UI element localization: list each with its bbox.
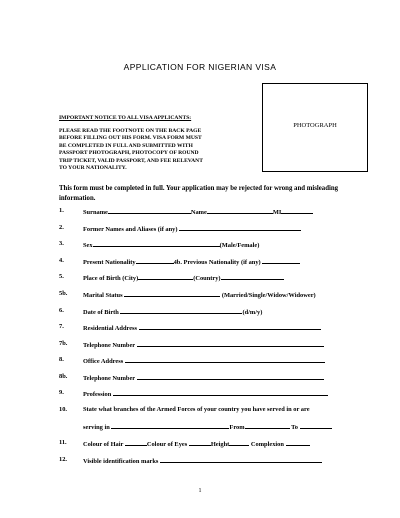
from-label: From [229, 424, 245, 431]
field-row-telephone-2 [0, 373, 400, 383]
office-address-label: Office Address [83, 358, 124, 365]
sex-label: Sex [83, 242, 93, 249]
photograph-box [262, 83, 368, 172]
identification-marks-field[interactable] [160, 456, 322, 463]
field-row-office-address [0, 356, 400, 366]
field-number: 1. [59, 207, 64, 214]
field-number: 9. [59, 389, 64, 396]
field-row-telephone-1 [0, 340, 400, 350]
previous-nationality-field[interactable] [262, 257, 300, 264]
profession-label: Profession [83, 391, 112, 398]
birth-country-field[interactable] [221, 273, 284, 280]
notice-line: PLEASE READ THE FOOTNOTE ON THE BACK PAGE [59, 128, 202, 134]
field-row-name [0, 207, 400, 217]
field-row-former-names [0, 224, 400, 234]
photograph-label: PHOTOGRAPH [293, 122, 337, 129]
name-label: Name [190, 209, 207, 216]
field-row-physical [0, 439, 400, 449]
office-address-field[interactable] [125, 356, 325, 363]
serving-in-label: serving in [83, 424, 110, 431]
field-row-serving [0, 422, 400, 432]
field-number: 11. [59, 439, 67, 446]
field-number: 10. [59, 406, 67, 413]
profession-field[interactable] [113, 389, 328, 396]
marital-status-hint: (Married/Single/Widow/Widower) [221, 292, 316, 299]
field-number: 7. [59, 323, 64, 330]
field-row-profession [0, 389, 400, 399]
field-number: 5. [59, 273, 64, 280]
field-row-nationality [0, 257, 400, 267]
present-nationality-field[interactable] [136, 257, 174, 264]
field-number: 7b. [59, 340, 68, 347]
form-title: APPLICATION FOR NIGERIAN VISA [123, 62, 277, 72]
field-number: 2. [59, 224, 64, 231]
date-of-birth-hint: (d/m/y) [242, 309, 263, 316]
marital-status-label: Marital Status [83, 292, 123, 299]
from-field[interactable] [245, 422, 290, 429]
field-row-date-of-birth [0, 307, 400, 317]
residential-address-field[interactable] [139, 323, 321, 330]
field-row-sex [0, 240, 400, 250]
complexion-field[interactable] [286, 439, 310, 446]
eye-colour-label: Colour of Eyes [146, 441, 188, 448]
notice-line: TO YOUR NATIONALITY. [59, 165, 127, 172]
complexion-label: Complexion [250, 441, 284, 448]
field-number: 8b. [59, 373, 68, 380]
present-nationality-label: Present Nationality [83, 259, 136, 266]
residential-address-label: Residential Address [83, 325, 138, 332]
field-row-residential-address [0, 323, 400, 333]
armed-forces-label: State what branches of the Armed Forces of your country you have served in or are [83, 406, 310, 413]
mi-field[interactable] [281, 207, 313, 214]
field-row-place-of-birth [0, 273, 400, 283]
office-telephone-label: Telephone Number [83, 375, 136, 382]
notice-line: BEFORE FILLING OUT HIS FORM. VISA FORM MUST [59, 135, 202, 142]
birth-city-field[interactable] [138, 273, 193, 280]
field-number: 6. [59, 307, 64, 314]
birth-country-label: (Country) [193, 275, 221, 282]
field-number: 8. [59, 356, 64, 363]
field-row-identification-marks [0, 456, 400, 466]
notice-line: TRIP TICKET, VALID PASSPORT, AND FEE RELEVANT [59, 157, 203, 164]
notice-line: BE COMPLETED IN FULL AND SUBMITTED WITH [59, 142, 193, 149]
eye-colour-field[interactable] [189, 439, 211, 446]
intro-text: This form must be completed in full. Your application may be rejected for wrong and misleading information. [59, 185, 339, 202]
date-of-birth-label: Date of Birth [83, 309, 119, 316]
former-names-field[interactable] [179, 224, 301, 231]
field-number: 5b. [59, 290, 68, 297]
field-number: 3. [59, 240, 64, 247]
surname-field[interactable] [108, 207, 191, 214]
former-names-label: Former Names and Aliases (if any) [83, 226, 178, 233]
field-row-armed-forces [0, 406, 400, 416]
hair-colour-field[interactable] [125, 439, 147, 446]
telephone-field[interactable] [137, 340, 324, 347]
serving-in-field[interactable] [111, 422, 229, 429]
to-label: To [291, 424, 298, 431]
marital-status-field[interactable] [124, 290, 220, 297]
to-field[interactable] [300, 422, 332, 429]
identification-marks-label: Visible identification marks [83, 458, 159, 465]
telephone-label: Telephone Number [83, 342, 136, 349]
surname-label: Surname [83, 209, 108, 216]
date-of-birth-field[interactable] [120, 307, 242, 314]
hair-colour-label: Colour of Hair [83, 441, 124, 448]
mi-label: MI [272, 209, 282, 216]
notice-body [59, 128, 259, 172]
birth-city-label: Place of Birth (City) [83, 275, 139, 282]
field-row-marital-status [0, 290, 400, 300]
height-field[interactable] [229, 439, 249, 446]
notice-line: PASSPORT PHOTOGRAPH, PHOTOCOPY OF ROUND [59, 150, 199, 157]
page-number: 1 [198, 488, 202, 494]
field-number: 4. [59, 257, 64, 264]
office-telephone-field[interactable] [137, 373, 324, 380]
notice-heading: IMPORTANT NOTICE TO ALL VISA APPLICANTS: [59, 115, 192, 121]
height-label: Height [210, 441, 230, 448]
sex-hint: (Male/Female) [219, 242, 260, 249]
field-number: 12. [59, 456, 67, 463]
name-field[interactable] [207, 207, 273, 214]
previous-nationality-label: 4b. Previous Nationality (if any) [173, 259, 261, 266]
sex-field[interactable] [93, 240, 220, 247]
